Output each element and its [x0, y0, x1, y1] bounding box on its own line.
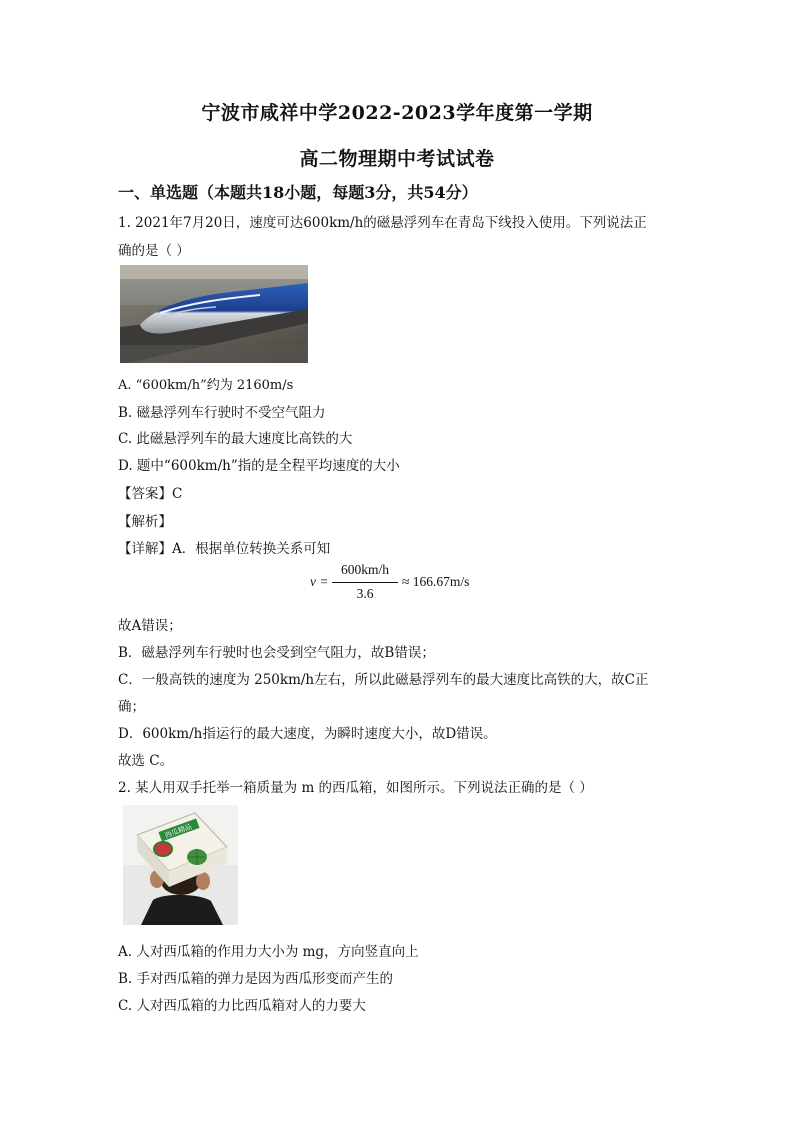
q1-explain-5: D．600km/h指运行的最大速度，为瞬时速度大小，故D错误。	[118, 726, 497, 742]
fraction-bar	[332, 582, 398, 583]
q1-stem-line2: 确的是（ ）	[118, 243, 190, 259]
q1-analysis-tag: 【解析】	[118, 514, 172, 530]
watermelon-box-image	[123, 805, 238, 925]
formula-rhs: ≈ 166.67m/s	[402, 574, 470, 589]
q1-explain-6: 故选 C。	[118, 753, 174, 769]
box-label: 西瓜精品	[163, 822, 193, 840]
q1-option-d: D. 题中“600km/h”指的是全程平均速度的大小	[118, 458, 400, 474]
formula-lhs: v =	[310, 574, 329, 589]
maglev-train-photo	[120, 265, 308, 363]
section-heading: 一、单选题（本题共18小题，每题3分，共54分）	[118, 183, 478, 202]
q1-explain-2: B．磁悬浮列车行驶时也会受到空气阻力，故B错误；	[118, 645, 435, 661]
watermelon-box-photo	[123, 805, 238, 925]
q1-explain-4: 确；	[118, 699, 145, 715]
formula-numerator: 600km/h	[340, 562, 389, 577]
q1-stem-line1: 1. 2021年7月20日，速度可达600km/h的磁悬浮列车在青岛下线投入使用。下列说法正	[118, 215, 647, 231]
q2-option-a: A. 人对西瓜箱的作用力大小为 mg，方向竖直向上	[118, 944, 419, 960]
q2-stem-line1: 2. 某人用双手托举一箱质量为 m 的西瓜箱，如图所示。下列说法正确的是（ ）	[118, 780, 593, 796]
maglev-train-image	[120, 265, 308, 363]
exam-title: 高二物理期中考试试卷	[299, 148, 495, 170]
q1-detail-line: 【详解】A．根据单位转换关系可知	[118, 541, 331, 557]
formula-denominator: 3.6	[356, 586, 374, 601]
q1-option-c: C. 此磁悬浮列车的最大速度比高铁的大	[118, 431, 353, 447]
school-title: 宁波市咸祥中学2022-2023学年度第一学期	[201, 102, 593, 124]
q1-option-b: B. 磁悬浮列车行驶时不受空气阻力	[118, 405, 326, 421]
q2-option-c: C. 人对西瓜箱的力比西瓜箱对人的力要大	[118, 998, 366, 1014]
q1-explain-1: 故A错误；	[118, 618, 182, 634]
q1-answer: 【答案】C	[118, 486, 183, 502]
q1-formula	[310, 562, 510, 606]
q2-option-b: B. 手对西瓜箱的弹力是因为西瓜形变而产生的	[118, 971, 394, 987]
q1-explain-3: C．一般高铁的速度为 250km/h左右，所以此磁悬浮列车的最大速度比高铁的大，故C正	[118, 672, 649, 688]
q1-option-a: A. “600km/h”约为 2160m/s	[118, 378, 294, 393]
